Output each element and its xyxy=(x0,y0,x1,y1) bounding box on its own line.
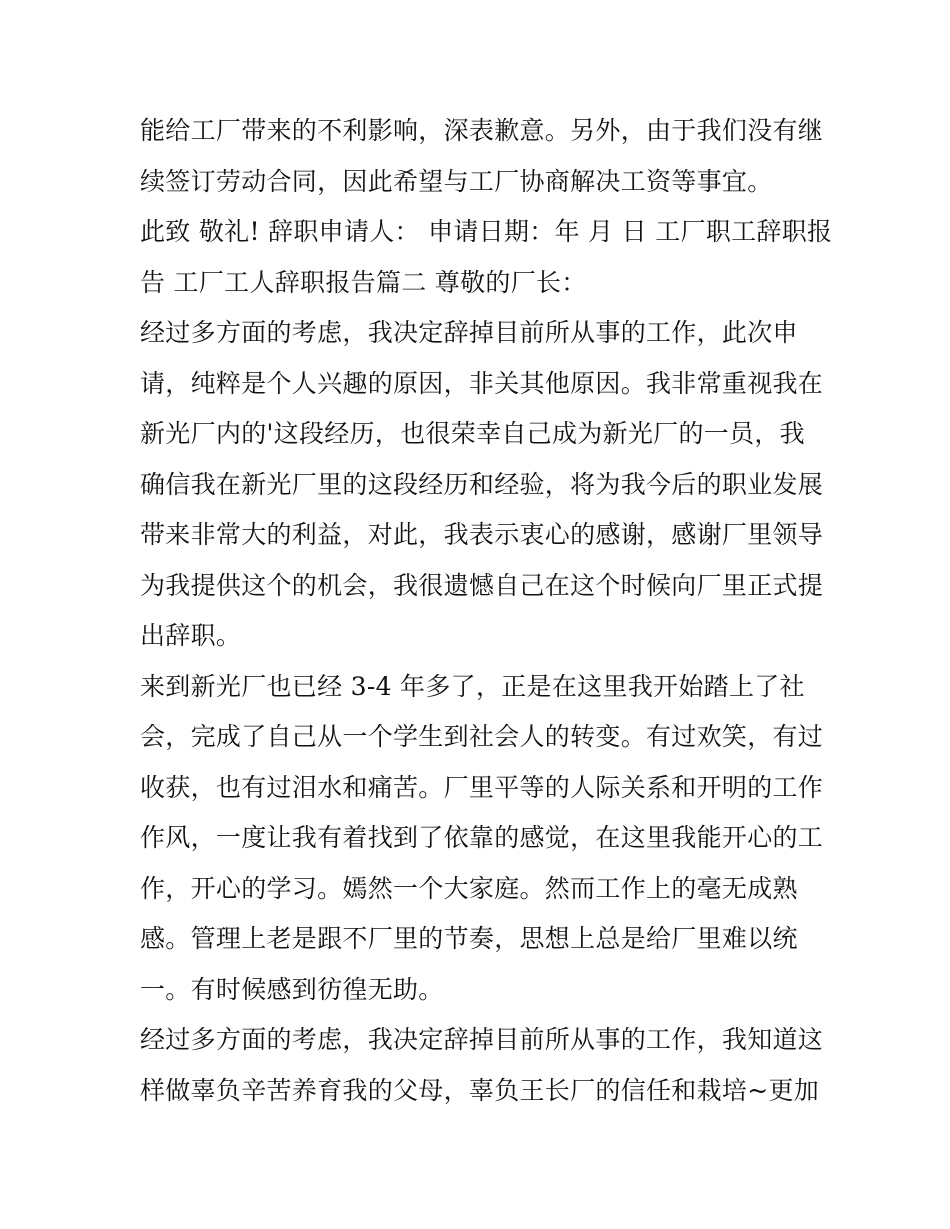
text-line: 为我提供这个的机会，我很遗憾自己在这个时候向厂里正式提 xyxy=(140,570,824,600)
text-line: 来到新光厂也已经 3-4 年多了，正是在这里我开始踏上了社 xyxy=(140,671,805,701)
text-line: 确信我在新光厂里的这段经历和经验，将为我今后的职业发展 xyxy=(140,469,824,499)
text-line: 感。管理上老是跟不厂里的节奏，思想上总是给厂里难以统 xyxy=(140,924,798,953)
text-line: 会，完成了自己从一个学生到社会人的转变。有过欢笑，有过 xyxy=(140,722,824,751)
text-line: 告 工厂工人辞职报告篇二 尊敬的厂长： xyxy=(140,267,587,297)
text-line: 此致 敬礼! 辞职申请人： 申请日期：年 月 日 工厂职工辞职报 xyxy=(140,217,833,246)
text-line: 能给工厂带来的不利影响，深表歉意。另外，由于我们没有继 xyxy=(140,116,824,145)
text-line: 作风，一度让我有着找到了依靠的感觉，在这里我能开心的工 xyxy=(140,823,824,852)
text-line: 作，开心的学习。嫣然一个大家庭。然而工作上的毫无成熟 xyxy=(140,873,798,903)
text-line: 出辞职。 xyxy=(140,621,242,650)
text-line: 一。有时候感到彷徨无助。 xyxy=(140,974,444,1004)
text-line: 带来非常大的利益，对此，我表示衷心的感谢，感谢厂里领导 xyxy=(140,520,824,549)
document-body xyxy=(140,106,833,1116)
text-line: 收获，也有过泪水和痛苦。厂里平等的人际关系和开明的工作 xyxy=(140,772,824,802)
text-line: 续签订劳动合同，因此希望与工厂协商解决工资等事宜。 xyxy=(140,166,773,196)
text-line: 新光厂内的'这段经历，也很荣幸自己成为新光厂的一员，我 xyxy=(140,419,805,448)
text-line: 请，纯粹是个人兴趣的原因，非关其他原因。我非常重视我在 xyxy=(140,368,824,398)
text-line: 样做辜负辛苦养育我的父母，辜负王长厂的信任和栽培~更加 xyxy=(140,1075,820,1105)
text-line: 经过多方面的考虑，我决定辞掉目前所从事的工作，此次申 xyxy=(140,318,798,347)
text-line: 经过多方面的考虑，我决定辞掉目前所从事的工作，我知道这 xyxy=(140,1025,824,1054)
